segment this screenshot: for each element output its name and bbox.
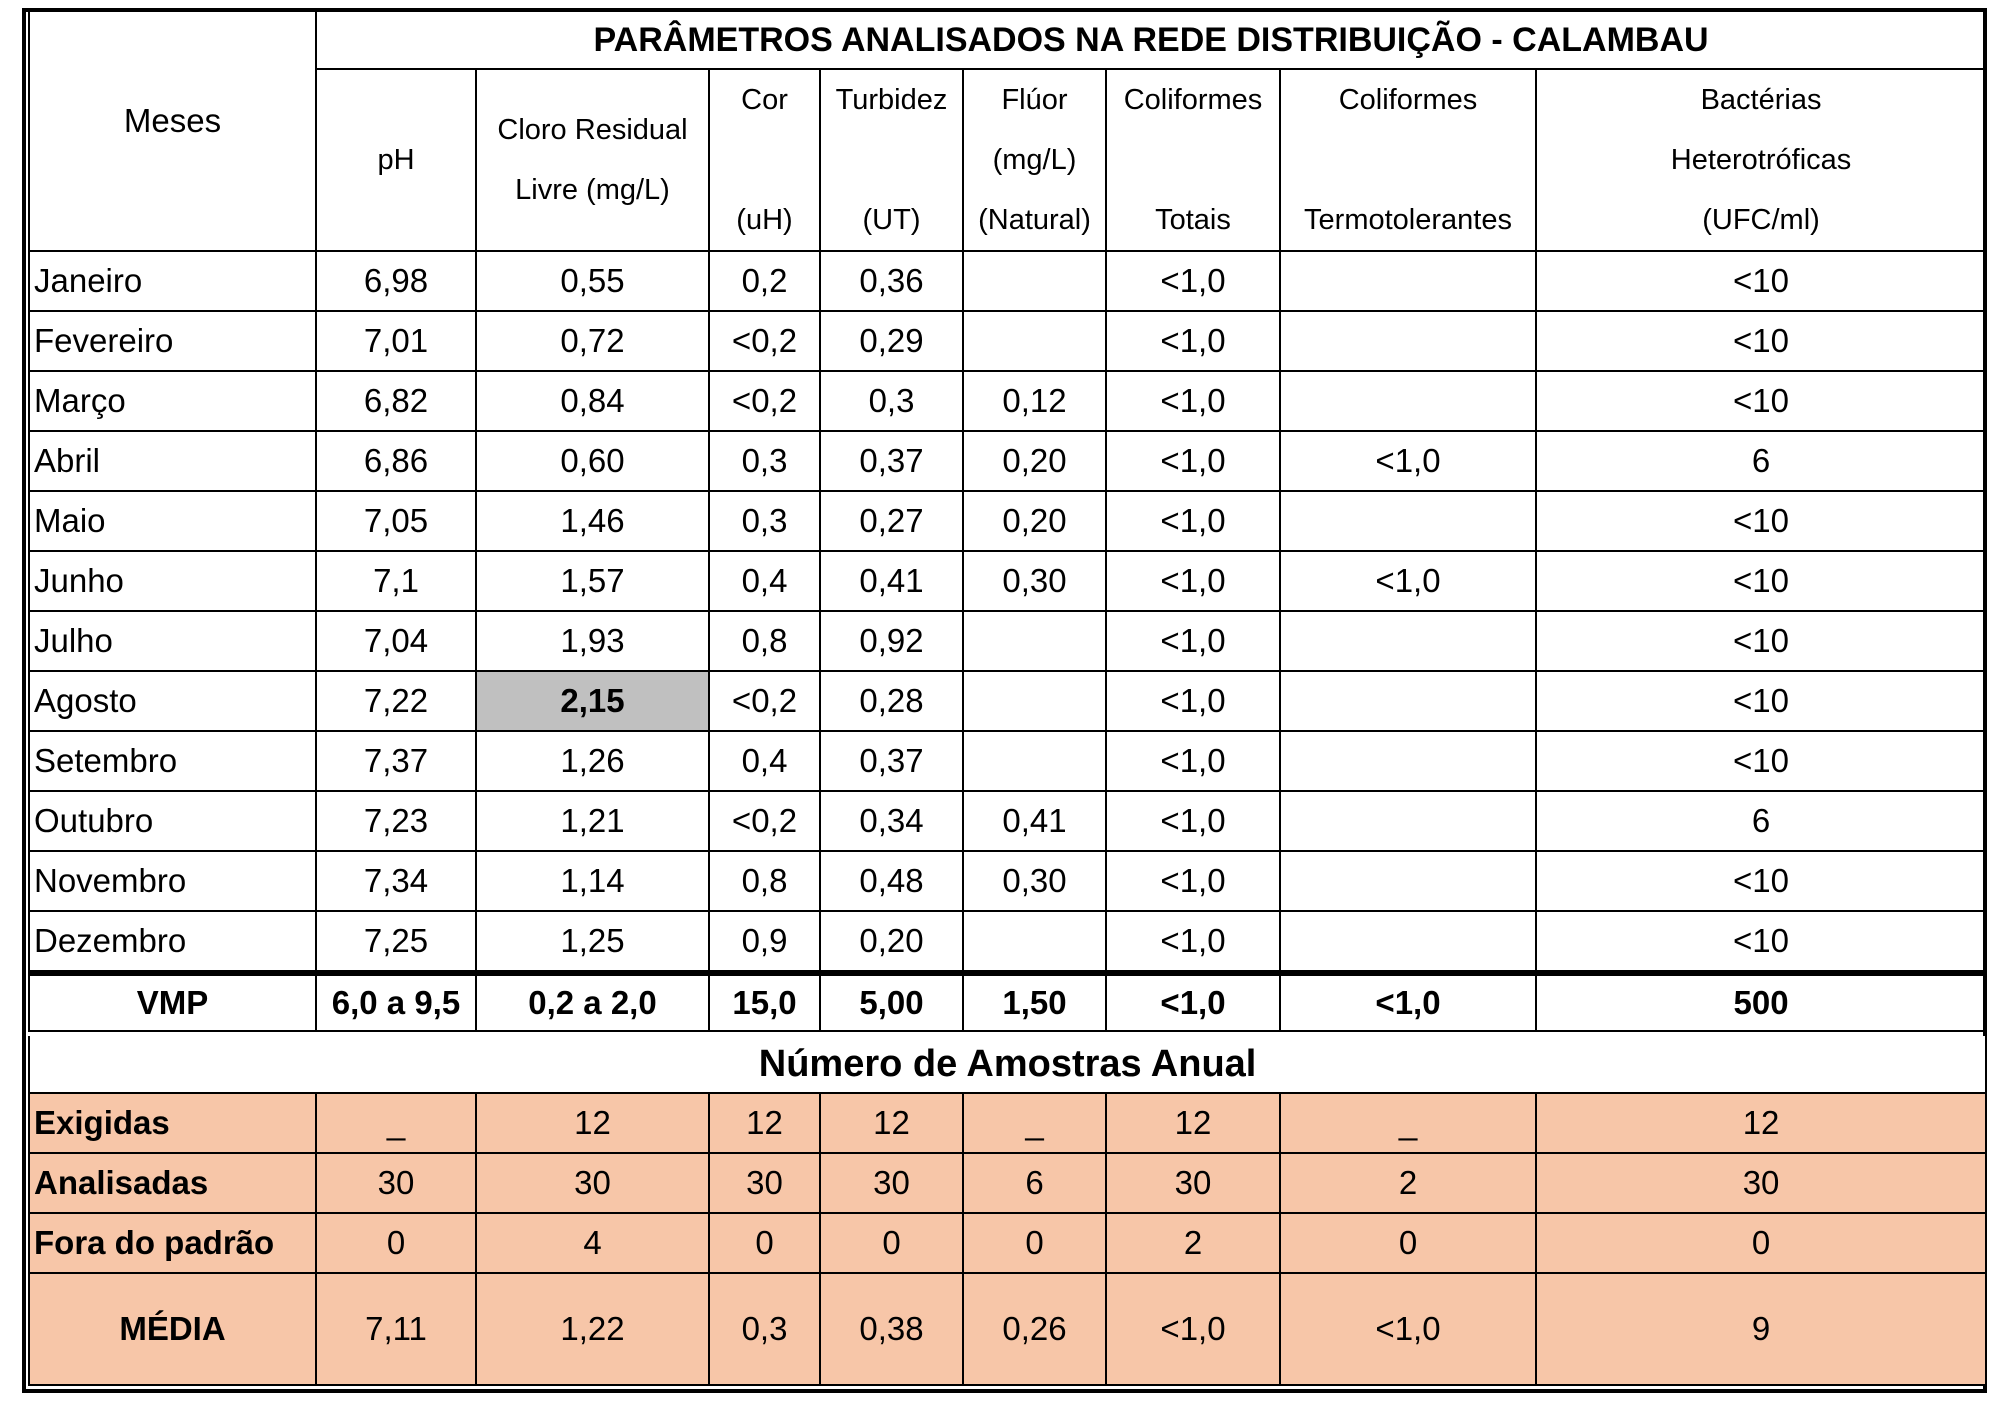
cloro-cell: 0,72 — [476, 311, 709, 371]
totais-cell: <1,0 — [1106, 551, 1280, 611]
turbidez-cell: 0,37 — [820, 431, 963, 491]
header-cloro-line2: Livre (mg/L) — [515, 174, 670, 206]
bact-cell: <10 — [1536, 851, 1986, 911]
totais-cell: <1,0 — [1106, 791, 1280, 851]
cor-cell: <0,2 — [709, 371, 820, 431]
samples-label: Fora do padrão — [29, 1213, 316, 1273]
month-cell: Fevereiro — [29, 311, 316, 371]
header-fluor-line2: (mg/L) — [992, 144, 1077, 176]
media-bact: 9 — [1536, 1273, 1986, 1385]
ph-cell: 7,1 — [316, 551, 476, 611]
totais-cell: <1,0 — [1106, 491, 1280, 551]
month-cell: Maio — [29, 491, 316, 551]
samples-fluor-cell: 6 — [963, 1153, 1106, 1213]
samples-bact-cell: 30 — [1536, 1153, 1986, 1213]
table-row — [29, 371, 1986, 431]
samples-table — [28, 1036, 1987, 1386]
turbidez-cell: 0,27 — [820, 491, 963, 551]
cloro-cell: 0,60 — [476, 431, 709, 491]
bact-cell: <10 — [1536, 671, 1986, 731]
ph-cell: 7,01 — [316, 311, 476, 371]
media-turbidez: 0,38 — [820, 1273, 963, 1385]
header-meses: Meses — [29, 12, 316, 251]
month-cell: Julho — [29, 611, 316, 671]
ph-cell: 7,22 — [316, 671, 476, 731]
fluor-cell: 0,30 — [963, 551, 1106, 611]
bact-cell: 6 — [1536, 791, 1986, 851]
cor-cell: 0,2 — [709, 251, 820, 311]
totais-cell: <1,0 — [1106, 911, 1280, 973]
turbidez-cell: 0,36 — [820, 251, 963, 311]
header-coliformes-termo — [1280, 69, 1536, 251]
header-fluor-line1: Flúor — [1001, 84, 1068, 116]
fluor-cell: 0,41 — [963, 791, 1106, 851]
cor-cell: 0,4 — [709, 551, 820, 611]
termo-cell — [1280, 251, 1536, 311]
media-fluor: 0,26 — [963, 1273, 1106, 1385]
cloro-cell: 0,55 — [476, 251, 709, 311]
turbidez-cell: 0,92 — [820, 611, 963, 671]
header-cor — [709, 69, 820, 251]
samples-fluor-cell: 0 — [963, 1213, 1106, 1273]
vmp-bact: 500 — [1536, 973, 1986, 1031]
table-row — [29, 251, 1986, 311]
header-cor-line2: (uH) — [736, 204, 793, 236]
termo-cell — [1280, 611, 1536, 671]
samples-ph-cell: 0 — [316, 1213, 476, 1273]
samples-cor-cell: 12 — [709, 1093, 820, 1153]
ph-cell: 7,04 — [316, 611, 476, 671]
header-cor-line1: Cor — [741, 84, 788, 116]
table-row — [29, 671, 1986, 731]
samples-label: Analisadas — [29, 1153, 316, 1213]
bact-cell: <10 — [1536, 371, 1986, 431]
bact-cell: <10 — [1536, 491, 1986, 551]
header-totais-line1: Coliformes — [1123, 84, 1263, 116]
bact-cell: <10 — [1536, 251, 1986, 311]
samples-cor-cell: 0 — [709, 1213, 820, 1273]
totais-cell: <1,0 — [1106, 251, 1280, 311]
samples-label: Exigidas — [29, 1093, 316, 1153]
header-bact-line2: Heterotróficas — [1670, 144, 1852, 176]
table-row — [29, 911, 1986, 973]
vmp-row — [29, 973, 1986, 1031]
fluor-cell — [963, 911, 1106, 973]
vmp-termo: <1,0 — [1280, 973, 1536, 1031]
termo-cell — [1280, 491, 1536, 551]
month-cell: Abril — [29, 431, 316, 491]
header-ph: pH — [316, 69, 476, 251]
vmp-fluor: 1,50 — [963, 973, 1106, 1031]
termo-cell — [1280, 851, 1536, 911]
cloro-cell: 1,46 — [476, 491, 709, 551]
cloro-cell: 1,25 — [476, 911, 709, 973]
header-bact-line3: (UFC/ml) — [1702, 204, 1820, 236]
cloro-cell: 2,15 — [476, 671, 709, 731]
month-cell: Dezembro — [29, 911, 316, 973]
ph-cell: 7,23 — [316, 791, 476, 851]
fluor-cell — [963, 311, 1106, 371]
table-row — [29, 611, 1986, 671]
vmp-cloro: 0,2 a 2,0 — [476, 973, 709, 1031]
turbidez-cell: 0,20 — [820, 911, 963, 973]
media-cor: 0,3 — [709, 1273, 820, 1385]
totais-cell: <1,0 — [1106, 371, 1280, 431]
month-cell: Novembro — [29, 851, 316, 911]
month-cell: Janeiro — [29, 251, 316, 311]
samples-ph-cell: _ — [316, 1093, 476, 1153]
samples-turbidez-cell: 30 — [820, 1153, 963, 1213]
cloro-cell: 1,57 — [476, 551, 709, 611]
termo-cell — [1280, 671, 1536, 731]
table-title: PARÂMETROS ANALISADOS NA REDE DISTRIBUIÇÃO - CALAMBAU — [316, 12, 1986, 69]
column-headers — [29, 69, 1986, 251]
cloro-cell: 1,21 — [476, 791, 709, 851]
vmp-ph: 6,0 a 9,5 — [316, 973, 476, 1031]
termo-cell: <1,0 — [1280, 551, 1536, 611]
header-termo-line2: Termotolerantes — [1304, 204, 1512, 236]
parameters-table — [28, 12, 1987, 1032]
cor-cell: <0,2 — [709, 671, 820, 731]
fluor-cell — [963, 731, 1106, 791]
table-row — [29, 491, 1986, 551]
samples-row — [29, 1093, 1986, 1153]
cloro-cell: 1,26 — [476, 731, 709, 791]
fluor-cell — [963, 251, 1106, 311]
header-termo-line1: Coliformes — [1338, 84, 1478, 116]
month-cell: Agosto — [29, 671, 316, 731]
bact-cell: 6 — [1536, 431, 1986, 491]
table-row — [29, 551, 1986, 611]
cloro-cell: 0,84 — [476, 371, 709, 431]
fluor-cell — [963, 671, 1106, 731]
cor-cell: 0,9 — [709, 911, 820, 973]
ph-cell: 7,05 — [316, 491, 476, 551]
media-totais: <1,0 — [1106, 1273, 1280, 1385]
cloro-cell: 1,93 — [476, 611, 709, 671]
cor-cell: <0,2 — [709, 311, 820, 371]
samples-termo-cell: 0 — [1280, 1213, 1536, 1273]
totais-cell: <1,0 — [1106, 431, 1280, 491]
month-cell: Junho — [29, 551, 316, 611]
ph-cell: 6,82 — [316, 371, 476, 431]
cor-cell: 0,8 — [709, 851, 820, 911]
table-row — [29, 311, 1986, 371]
cor-cell: 0,4 — [709, 731, 820, 791]
header-fluor-line3: (Natural) — [978, 204, 1091, 236]
termo-cell: <1,0 — [1280, 431, 1536, 491]
bact-cell: <10 — [1536, 911, 1986, 973]
header-turbidez-line2: (UT) — [862, 204, 921, 236]
month-cell: Março — [29, 371, 316, 431]
samples-totais-cell: 30 — [1106, 1153, 1280, 1213]
bact-cell: <10 — [1536, 551, 1986, 611]
month-cell: Outubro — [29, 791, 316, 851]
cor-cell: 0,3 — [709, 491, 820, 551]
bact-cell: <10 — [1536, 311, 1986, 371]
header-totais-line2: Totais — [1155, 204, 1231, 236]
samples-termo-cell: _ — [1280, 1093, 1536, 1153]
ph-cell: 7,37 — [316, 731, 476, 791]
turbidez-cell: 0,28 — [820, 671, 963, 731]
samples-turbidez-cell: 0 — [820, 1213, 963, 1273]
media-ph: 7,11 — [316, 1273, 476, 1385]
totais-cell: <1,0 — [1106, 671, 1280, 731]
header-turbidez — [820, 69, 963, 251]
fluor-cell: 0,20 — [963, 491, 1106, 551]
turbidez-cell: 0,37 — [820, 731, 963, 791]
termo-cell — [1280, 791, 1536, 851]
samples-row — [29, 1213, 1986, 1273]
samples-fluor-cell: _ — [963, 1093, 1106, 1153]
table-row — [29, 851, 1986, 911]
turbidez-cell: 0,3 — [820, 371, 963, 431]
turbidez-cell: 0,34 — [820, 791, 963, 851]
turbidez-cell: 0,41 — [820, 551, 963, 611]
media-termo: <1,0 — [1280, 1273, 1536, 1385]
ph-cell: 6,86 — [316, 431, 476, 491]
totais-cell: <1,0 — [1106, 311, 1280, 371]
fluor-cell: 0,12 — [963, 371, 1106, 431]
turbidez-cell: 0,29 — [820, 311, 963, 371]
vmp-label: VMP — [29, 973, 316, 1031]
table-row — [29, 431, 1986, 491]
header-cloro-line1: Cloro Residual — [497, 114, 688, 146]
samples-title: Número de Amostras Anual — [29, 1036, 1986, 1093]
samples-totais-cell: 12 — [1106, 1093, 1280, 1153]
cor-cell: <0,2 — [709, 791, 820, 851]
fluor-cell: 0,30 — [963, 851, 1106, 911]
header-bacterias — [1536, 69, 1986, 251]
header-turbidez-line1: Turbidez — [835, 84, 948, 116]
table-row — [29, 731, 1986, 791]
termo-cell — [1280, 311, 1536, 371]
termo-cell — [1280, 911, 1536, 973]
ph-cell: 7,34 — [316, 851, 476, 911]
header-cloro — [476, 69, 709, 251]
table-row — [29, 791, 1986, 851]
samples-cloro-cell: 12 — [476, 1093, 709, 1153]
media-label: MÉDIA — [29, 1273, 316, 1385]
header-fluor — [963, 69, 1106, 251]
turbidez-cell: 0,48 — [820, 851, 963, 911]
samples-bact-cell: 12 — [1536, 1093, 1986, 1153]
month-cell: Setembro — [29, 731, 316, 791]
bact-cell: <10 — [1536, 611, 1986, 671]
vmp-totais: <1,0 — [1106, 973, 1280, 1031]
bact-cell: <10 — [1536, 731, 1986, 791]
vmp-cor: 15,0 — [709, 973, 820, 1031]
totais-cell: <1,0 — [1106, 731, 1280, 791]
samples-ph-cell: 30 — [316, 1153, 476, 1213]
samples-cloro-cell: 30 — [476, 1153, 709, 1213]
termo-cell — [1280, 371, 1536, 431]
cloro-cell: 1,14 — [476, 851, 709, 911]
samples-termo-cell: 2 — [1280, 1153, 1536, 1213]
termo-cell — [1280, 731, 1536, 791]
media-cloro: 1,22 — [476, 1273, 709, 1385]
samples-totais-cell: 2 — [1106, 1213, 1280, 1273]
vmp-turbidez: 5,00 — [820, 973, 963, 1031]
totais-cell: <1,0 — [1106, 611, 1280, 671]
samples-bact-cell: 0 — [1536, 1213, 1986, 1273]
header-bact-line1: Bactérias — [1700, 84, 1822, 116]
cor-cell: 0,8 — [709, 611, 820, 671]
samples-row — [29, 1153, 1986, 1213]
media-row — [29, 1273, 1986, 1385]
cor-cell: 0,3 — [709, 431, 820, 491]
samples-cloro-cell: 4 — [476, 1213, 709, 1273]
totais-cell: <1,0 — [1106, 851, 1280, 911]
fluor-cell — [963, 611, 1106, 671]
samples-cor-cell: 30 — [709, 1153, 820, 1213]
fluor-cell: 0,20 — [963, 431, 1106, 491]
ph-cell: 7,25 — [316, 911, 476, 973]
header-coliformes-totais — [1106, 69, 1280, 251]
samples-turbidez-cell: 12 — [820, 1093, 963, 1153]
ph-cell: 6,98 — [316, 251, 476, 311]
